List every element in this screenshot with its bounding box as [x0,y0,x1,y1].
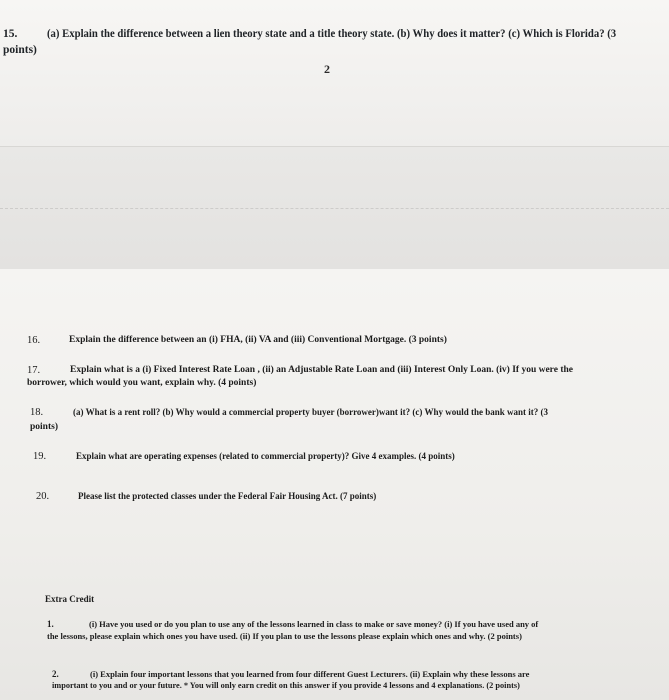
question-17-text-cont: borrower, which would you want, explain why. (4 points) [27,378,257,388]
question-18-number: 18. [30,407,44,418]
question-16-text: Explain the difference between an (i) FHA, (ii) VA and (iii) Conventional Mortgage. (3 points) [69,335,447,345]
question-17-number: 17. [27,365,41,376]
question-19-text: Explain what are operating expenses (related to commercial property)? Give 4 examples. (4 points) [76,451,455,461]
question-19-number: 19. [33,451,47,462]
question-16-number: 16. [27,335,41,346]
extra-credit-1-number: 1. [47,619,54,629]
question-15-text: (a) Explain the difference between a lien theory state and a title theory state. (b) Why does it matter? (c) Which is Florida? (3 [47,28,617,40]
extra-credit-2-text: (i) Explain four important lessons that you learned from four different Guest Lecturers. (ii) Explain why these lessons are [90,669,530,679]
question-15-number: 15. [3,28,18,40]
question-20-number: 20. [36,491,50,502]
question-20-text: Please list the protected classes under the Federal Fair Housing Act. (7 points) [78,491,377,501]
extra-credit-2-number: 2. [52,669,59,679]
extra-credit-heading: Extra Credit [45,594,95,604]
page-edge-line [0,208,669,209]
question-18-text-cont: points) [30,422,58,432]
extra-credit-2-text-cont: important to you and or your future. * You will only earn credit on this answer if you provide 4 lessons and 4 explanations. (2 points) [52,681,520,690]
extra-credit-1-text: (i) Have you used or do you plan to use any of the lessons learned in class to make or save money? (i) If you have used any of [89,619,539,629]
question-15-text-cont: points) [3,44,37,56]
question-17-text: Explain what is a (i) Fixed Interest Rate Loan , (ii) an Adjustable Rate Loan and (iii) Interest Only Loan. (iv) If you were the [70,365,573,375]
upper-page-section [0,0,669,146]
question-18-text: (a) What is a rent roll? (b) Why would a commercial property buyer (borrower)want it? (c) Why would the bank want it? (3 [73,407,548,417]
page-number: 2 [324,62,330,76]
extra-credit-1-text-cont: the lessons, please explain which ones you have used. (ii) If you plan to use the lessons please explain which ones and why. (2 points) [47,631,522,641]
